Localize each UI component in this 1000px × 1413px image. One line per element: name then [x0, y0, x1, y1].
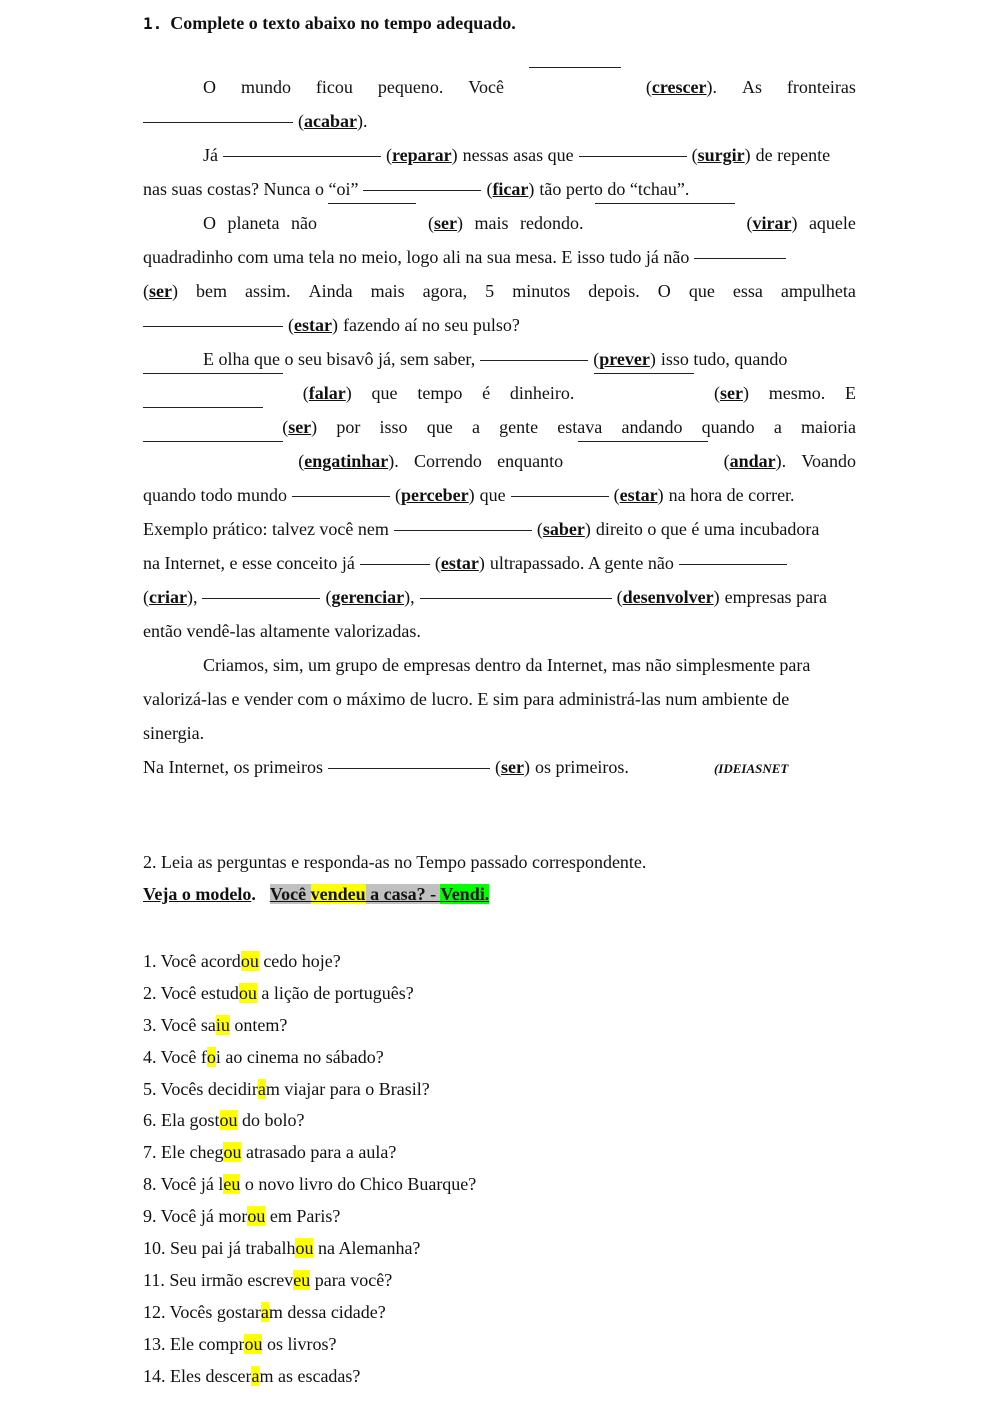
- text-word: fazendo aí no seu pulso?: [342, 315, 520, 335]
- question-item: [143, 946, 476, 978]
- verb-ending-highlight: ou: [295, 1238, 314, 1259]
- question-text: 10. Seu pai já trabalh: [143, 1238, 296, 1259]
- text-word: é: [482, 383, 491, 403]
- text-word: agora,: [422, 281, 468, 301]
- answer-blank[interactable]: [143, 121, 293, 123]
- text-word: que: [688, 281, 715, 301]
- text-word: isso tudo, quando: [660, 349, 788, 369]
- verb-infinitive: surgir: [697, 145, 745, 165]
- text-word: a: [773, 417, 782, 437]
- text-word: redondo.: [519, 213, 584, 233]
- verb-hint: (ser): [143, 281, 178, 301]
- text-word: que: [426, 417, 453, 437]
- text-word: estava: [557, 417, 603, 437]
- text-line: [143, 308, 856, 342]
- verb-ending-highlight: iu: [215, 1014, 230, 1035]
- question-text: 3. Você sa: [143, 1014, 216, 1035]
- text-word: O: [203, 213, 216, 233]
- section2-instruction: 2. Leia as perguntas e responda-as no Tempo passado correspondente.: [143, 852, 647, 872]
- text-word: Exemplo prático: talvez você nem: [143, 519, 389, 539]
- verb-ending-highlight: a: [251, 1365, 260, 1386]
- text-word: por: [336, 417, 361, 437]
- question-text: na Alemanha?: [313, 1238, 421, 1259]
- verb-infinitive: estar: [294, 315, 332, 335]
- text-word: E: [845, 383, 856, 403]
- question-item: [143, 1201, 476, 1233]
- question-item: [143, 1233, 476, 1265]
- answer-blank[interactable]: [143, 372, 283, 374]
- verb-hint: (ficar): [486, 179, 535, 199]
- text-word: assim.: [245, 281, 291, 301]
- text-line: [143, 648, 856, 682]
- question-text: 8. Você já l: [143, 1174, 224, 1195]
- text-word: direito o que é uma incubadora: [595, 519, 820, 539]
- text-line: [143, 614, 856, 648]
- text-word: não: [290, 213, 317, 233]
- answer-blank[interactable]: [420, 597, 612, 599]
- verb-infinitive: virar: [752, 213, 792, 233]
- text-word: depois.: [588, 281, 640, 301]
- text-word: fronteiras: [786, 77, 856, 97]
- text-word: gente: [499, 417, 539, 437]
- answer-blank[interactable]: [480, 359, 588, 361]
- text-word: que: [371, 383, 398, 403]
- text-word: O: [657, 281, 671, 301]
- question-item: [143, 978, 476, 1010]
- text-line: [143, 274, 856, 308]
- question-text: i ao cinema no sábado?: [215, 1046, 384, 1067]
- answer-blank[interactable]: [143, 440, 283, 442]
- question-text: atrasado para a aula?: [241, 1142, 397, 1163]
- question-text: 14. Eles descer: [143, 1365, 252, 1386]
- answer-blank[interactable]: [529, 66, 621, 68]
- verb-ending-highlight: a: [260, 1301, 269, 1322]
- verb-ending-highlight: ou: [223, 1142, 242, 1163]
- question-item: [143, 1010, 476, 1042]
- verb-infinitive: estar: [440, 553, 479, 573]
- model-label: Veja o modelo: [143, 884, 252, 904]
- verb-ending-highlight: ou: [240, 951, 259, 971]
- question-text: m dessa cidade?: [268, 1301, 386, 1322]
- text-word: quando: [701, 417, 755, 437]
- text-word: ultrapassado. A gente não: [489, 553, 674, 573]
- answer-blank[interactable]: [202, 597, 320, 599]
- question-text: cedo hoje?: [258, 951, 341, 971]
- text-word: planeta: [227, 213, 280, 233]
- verb-hint: (surgir): [691, 145, 751, 165]
- question-item: [143, 1042, 476, 1074]
- verb-infinitive: ser: [433, 213, 457, 233]
- text-word: andando: [621, 417, 683, 437]
- text-line: [143, 138, 856, 172]
- verb-infinitive: ser: [500, 757, 524, 777]
- answer-blank[interactable]: [143, 406, 263, 408]
- question-text: 11. Seu irmão escrev: [143, 1269, 294, 1290]
- question-item: [143, 1265, 476, 1297]
- verb-infinitive: perceber: [401, 485, 469, 505]
- question-item: [143, 1329, 476, 1361]
- question-list: [143, 946, 476, 1392]
- question-text: 12. Vocês gostar: [143, 1301, 261, 1322]
- answer-blank[interactable]: [360, 563, 430, 565]
- question-text: a lição de português?: [256, 982, 414, 1003]
- answer-blank[interactable]: [679, 563, 787, 565]
- question-text: 6. Ela gost: [143, 1110, 220, 1131]
- text-word: 5: [485, 281, 495, 301]
- question-text: para você?: [310, 1269, 393, 1290]
- verb-hint: (saber): [536, 519, 591, 539]
- model-answer: Vendi.: [440, 884, 490, 904]
- text-line: [143, 206, 856, 240]
- text-word: ficou: [315, 77, 353, 97]
- text-word: então vendê-las altamente valorizadas.: [143, 621, 421, 641]
- verb-hint: (andar).: [723, 451, 787, 471]
- answer-blank[interactable]: [328, 767, 490, 769]
- verb-infinitive: crescer: [651, 77, 707, 97]
- verb-infinitive: prever: [599, 349, 650, 369]
- text-word: nas suas costas? Nunca o “oi”: [143, 179, 359, 199]
- question-text: em Paris?: [265, 1206, 341, 1227]
- model-question-post: a casa? -: [365, 884, 441, 904]
- question-text: 2. Você estud: [143, 982, 239, 1003]
- text-line: [143, 444, 856, 478]
- text-word: Você: [468, 77, 504, 97]
- verb-infinitive: ser: [149, 281, 172, 301]
- text-word: de repente: [755, 145, 831, 165]
- text-line: [143, 342, 856, 376]
- section2-model: [143, 884, 489, 905]
- text-word: valorizá-las e vender com o máximo de lucro. E sim para administrá-las num ambiente de: [143, 689, 790, 709]
- verb-infinitive: reparar: [392, 145, 452, 165]
- text-word: mundo: [240, 77, 291, 97]
- text-word: Criamos, sim, um grupo de empresas dentro da Internet, mas não simplesmente para: [203, 655, 811, 675]
- source-credit: (IDEIASNET: [713, 761, 789, 776]
- verb-hint: (virar): [746, 213, 798, 233]
- text-word: sinergia.: [143, 723, 205, 743]
- question-text: m viajar para o Brasil?: [265, 1078, 430, 1099]
- text-word: quadradinho com uma tela no meio, logo ali na sua mesa. E isso tudo já não: [143, 247, 690, 267]
- text-word: ampulheta: [780, 281, 856, 301]
- verb-infinitive: ser: [719, 383, 743, 403]
- text-word: Na Internet, os primeiros: [143, 757, 323, 777]
- verb-hint: (falar): [302, 383, 352, 403]
- section1-number: 1.: [143, 14, 163, 33]
- text-line: [143, 376, 856, 410]
- text-word: mais: [474, 213, 509, 233]
- text-word: As: [741, 77, 762, 97]
- verb-hint: (acabar).: [298, 111, 368, 131]
- text-word: na hora de correr.: [668, 485, 795, 505]
- text-word: Correndo: [413, 451, 482, 471]
- text-line: [143, 104, 856, 138]
- verb-hint: (crescer).: [645, 77, 717, 97]
- answer-blank[interactable]: [511, 495, 609, 497]
- question-item: [143, 1137, 476, 1169]
- text-word: tão perto do “tchau”.: [539, 179, 690, 199]
- text-word: Ainda: [308, 281, 353, 301]
- answer-blank[interactable]: [595, 202, 735, 204]
- answer-blank[interactable]: [579, 155, 687, 157]
- text-word: a: [471, 417, 480, 437]
- question-text: os livros?: [262, 1333, 337, 1354]
- text-line: [143, 750, 856, 784]
- text-line: [143, 240, 856, 274]
- verb-infinitive: saber: [542, 519, 585, 539]
- text-word: quando todo mundo: [143, 485, 287, 505]
- question-text: 1. Você acord: [143, 951, 241, 971]
- answer-blank[interactable]: [594, 372, 694, 374]
- text-word: bem: [196, 281, 228, 301]
- question-text: do bolo?: [237, 1110, 305, 1131]
- question-item: [143, 1297, 476, 1329]
- model-question-highlight: vendeu: [310, 884, 366, 904]
- text-line: [143, 410, 856, 444]
- model-question-pre: Você: [269, 884, 311, 904]
- verb-hint: (ser): [282, 417, 318, 437]
- text-word: aquele: [808, 213, 856, 233]
- text-line: [143, 682, 856, 716]
- text-word: dinheiro.: [509, 383, 575, 403]
- verb-hint: (engatinhar).: [298, 451, 399, 471]
- text-word: Já: [203, 145, 218, 165]
- verb-infinitive: ficar: [492, 179, 529, 199]
- verb-ending-highlight: eu: [223, 1174, 241, 1195]
- answer-blank[interactable]: [578, 440, 708, 442]
- verb-infinitive: acabar: [304, 111, 357, 131]
- text-word: mais: [370, 281, 405, 301]
- verb-infinitive: ser: [288, 417, 312, 437]
- text-word: nessas asas que: [462, 145, 574, 165]
- question-item: [143, 1169, 476, 1201]
- answer-blank[interactable]: [363, 189, 481, 191]
- answer-blank[interactable]: [223, 155, 381, 157]
- answer-blank[interactable]: [292, 495, 390, 497]
- question-item: [143, 1361, 476, 1393]
- question-text: o novo livro do Chico Buarque?: [240, 1174, 477, 1195]
- text-word: empresas para: [724, 587, 828, 607]
- text-word: os primeiros.: [534, 757, 629, 777]
- verb-infinitive: andar: [729, 451, 776, 471]
- text-word: pequeno.: [377, 77, 444, 97]
- text-word: tempo: [417, 383, 463, 403]
- model-question: [270, 884, 489, 904]
- text-line: [143, 716, 856, 750]
- verb-ending-highlight: ou: [247, 1206, 266, 1227]
- verb-hint: (perceber): [395, 485, 475, 505]
- verb-hint: (ser): [494, 757, 530, 777]
- text-word: minutos: [512, 281, 571, 301]
- verb-ending-highlight: ou: [244, 1333, 263, 1354]
- section1-title: Complete o texto abaixo no tempo adequado.: [170, 13, 516, 33]
- text-word: mesmo.: [768, 383, 826, 403]
- question-item: [143, 1105, 476, 1137]
- verb-hint: (gerenciar),: [325, 587, 415, 607]
- verb-infinitive: estar: [619, 485, 658, 505]
- text-line: [143, 580, 856, 614]
- answer-blank[interactable]: [328, 202, 416, 204]
- question-text: ontem?: [229, 1014, 288, 1035]
- verb-hint: (estar): [613, 485, 664, 505]
- text-word: enquanto: [497, 451, 564, 471]
- section1-heading: [143, 13, 516, 34]
- verb-hint: (reparar): [386, 145, 458, 165]
- verb-infinitive: engatinhar: [304, 451, 389, 471]
- verb-infinitive: falar: [308, 383, 346, 403]
- verb-hint: (estar): [434, 553, 485, 573]
- verb-infinitive: gerenciar: [331, 587, 405, 607]
- text-line: [143, 512, 856, 546]
- answer-blank[interactable]: [694, 257, 786, 259]
- verb-hint: (criar),: [143, 587, 198, 607]
- verb-hint: (ser): [427, 213, 463, 233]
- question-text: 7. Ele cheg: [143, 1142, 224, 1163]
- verb-infinitive: criar: [149, 587, 187, 607]
- verb-hint: (ser): [713, 383, 749, 403]
- text-line: [143, 546, 856, 580]
- text-line: [143, 70, 856, 104]
- question-text: m as escadas?: [259, 1365, 361, 1386]
- verb-ending-highlight: eu: [293, 1269, 311, 1290]
- text-line: [143, 478, 856, 512]
- text-line: [143, 172, 856, 206]
- question-text: 5. Vocês decidir: [143, 1078, 258, 1099]
- question-text: 13. Ele compr: [143, 1333, 245, 1354]
- text-word: que: [479, 485, 506, 505]
- verb-hint: (prever): [593, 349, 656, 369]
- text-word: maioria: [801, 417, 856, 437]
- verb-ending-highlight: ou: [219, 1110, 238, 1131]
- verb-infinitive: desenvolver: [622, 587, 714, 607]
- text-word: Voando: [801, 451, 856, 471]
- answer-blank[interactable]: [394, 529, 532, 531]
- text-word: essa: [732, 281, 763, 301]
- verb-ending-highlight: ou: [238, 982, 257, 1003]
- model-dot: .: [251, 884, 256, 904]
- text-word: E olha que o seu bisavô já, sem saber,: [203, 349, 476, 369]
- fill-in-text: [143, 70, 856, 784]
- text-word: O: [203, 77, 216, 97]
- verb-hint: (estar): [288, 315, 338, 335]
- question-item: [143, 1074, 476, 1106]
- verb-ending-highlight: a: [257, 1078, 266, 1099]
- question-text: 4. Você f: [143, 1046, 207, 1067]
- verb-ending-highlight: o: [206, 1046, 216, 1067]
- text-word: na Internet, e esse conceito já: [143, 553, 355, 573]
- question-text: 9. Você já mor: [143, 1206, 248, 1227]
- verb-hint: (desenvolver): [616, 587, 720, 607]
- text-word: isso: [379, 417, 408, 437]
- answer-blank[interactable]: [143, 325, 283, 327]
